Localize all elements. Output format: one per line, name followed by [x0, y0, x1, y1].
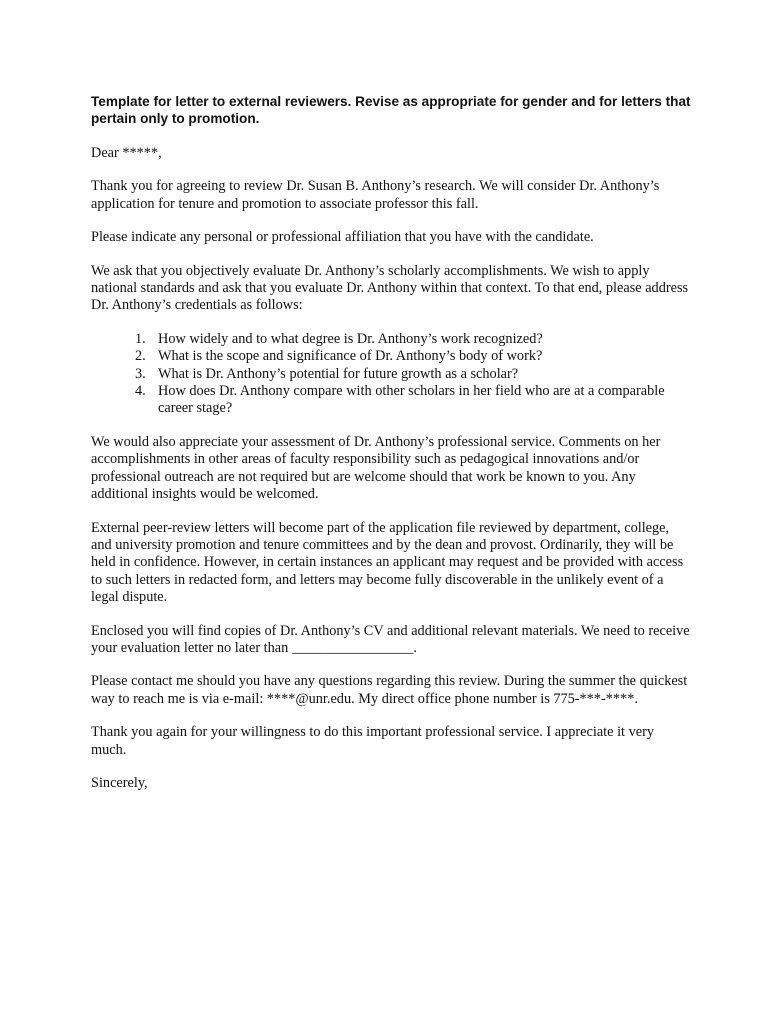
- paragraph-enclosures-deadline: Enclosed you will find copies of Dr. Anthony’s CV and additional relevant materials. We need to receive your evaluation letter no later than _________________.: [91, 622, 690, 656]
- letter-document: [91, 93, 691, 808]
- salutation: Dear *****,: [91, 145, 162, 161]
- list-item-number: 1.: [135, 330, 146, 347]
- questions-list: [91, 331, 691, 418]
- paragraph-contact: Please contact me should you have any questions regarding this review. During the summer the quickest way to reach me is via e-mail: ****@unr.edu. My direct office phone number is 775-***-****.: [91, 673, 688, 707]
- list-item: [135, 348, 691, 365]
- list-item-text: What is Dr. Anthony’s potential for future growth as a scholar?: [158, 365, 519, 382]
- paragraph-evaluation-request: We ask that you objectively evaluate Dr. Anthony’s scholarly accomplishments. We wish to apply national standards and ask that you evaluate Dr. Anthony within that context. To that end, please address Dr. Anthony’s credentials as follows:: [91, 262, 689, 314]
- document-title: Template for letter to external reviewers. Revise as appropriate for gender and for letters that pertain only to promotion.: [91, 94, 691, 126]
- list-item: [135, 365, 691, 383]
- paragraph-confidentiality: External peer-review letters will become part of the application file reviewed by department, college, and university promotion and tenure committees and by the dean and provost. Ordinarily, they will be held in confidence. However, in certain instances an applicant may request and be provided with access to such letters in redacted form, and letters may become fully discoverable in the unlikely event of a legal dispute.: [91, 519, 684, 606]
- list-item-number: 2.: [135, 348, 146, 365]
- list-item-number: 4.: [135, 383, 146, 400]
- list-item-text: How does Dr. Anthony compare with other scholars in her field who are at a comparable career stage?: [158, 383, 665, 417]
- list-item-text: How widely and to what degree is Dr. Anthony’s work recognized?: [158, 330, 543, 347]
- list-item-text: What is the scope and significance of Dr. Anthony’s body of work?: [158, 348, 543, 365]
- paragraph-service: We would also appreciate your assessment of Dr. Anthony’s professional service. Comments on her accomplishments in other areas of faculty responsibility such as pedagogical innovations and/or professional outreach are not required but are welcome should that work be known to you. Any additional insights would be welcomed.: [91, 433, 661, 503]
- paragraph-intro: Thank you for agreeing to review Dr. Susan B. Anthony’s research. We will consider Dr. Anthony’s application for tenure and promotion to associate professor this fall.: [91, 178, 660, 212]
- list-item: [135, 383, 691, 418]
- list-item-number: 3.: [135, 365, 146, 382]
- paragraph-thanks: Thank you again for your willingness to do this important professional service. I appreciate it very much.: [91, 724, 654, 758]
- paragraph-affiliation: Please indicate any personal or professional affiliation that you have with the candidate.: [91, 229, 594, 246]
- closing: Sincerely,: [91, 774, 148, 791]
- list-item: [135, 330, 691, 348]
